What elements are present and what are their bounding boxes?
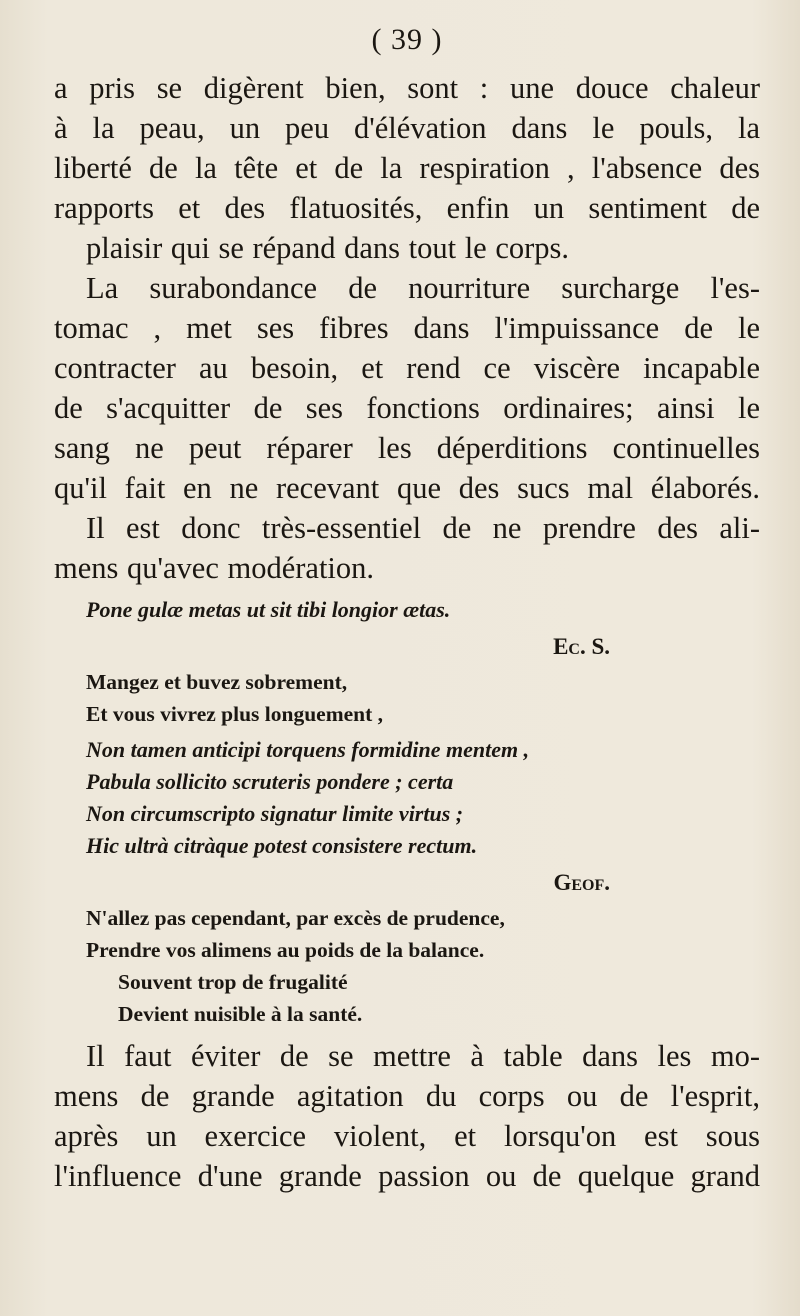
page-number: ( 39 )	[371, 23, 443, 56]
text-line: plaisir qui se répand dans tout le corps.	[86, 231, 570, 265]
verse-line: Prendre vos alimens au poids de la balance.	[86, 938, 485, 962]
text-line: de s'acquitter de ses fonctions ordinaires; ainsi le	[54, 391, 760, 425]
latin-verse-geof	[86, 734, 760, 862]
text-line: tomac , met ses fibres dans l'impuissance de le	[54, 311, 760, 345]
text-line: qu'il fait en ne recevant que des sucs mal élaborés.	[54, 471, 760, 505]
text-line: contracter au besoin, et rend ce viscère incapable	[54, 351, 760, 385]
text-line: sang ne peut réparer les déperditions continuelles	[54, 431, 760, 465]
verse-line: Non circumscripto signatur limite virtus ;	[86, 801, 464, 826]
text-line: mens qu'avec modération.	[54, 551, 375, 585]
paragraph-surabondance	[54, 268, 760, 508]
paragraph-moderation	[54, 508, 760, 588]
attribution-geof: Geof.	[553, 870, 610, 895]
text-line: mens de grande agitation du corps ou de l'esprit,	[54, 1079, 760, 1113]
verse-line: Mangez et buvez sobrement,	[86, 670, 348, 694]
verse-line: Devient nuisible à la santé.	[118, 1002, 363, 1026]
latin-quote: Pone gulæ metas ut sit tibi longior ætas.	[86, 597, 451, 622]
verse-line: Pabula sollicito scruteris pondere ; certa	[86, 769, 454, 794]
paragraph-digestion-signs	[54, 68, 760, 268]
text-line: l'influence d'une grande passion ou de quelque grand	[54, 1159, 760, 1193]
french-verse-sobriety	[54, 666, 760, 730]
verse-line: N'allez pas cependant, par excès de prudence,	[86, 906, 505, 930]
attribution-ec-s: Ec. S.	[553, 634, 610, 659]
verse-line: Hic ultrà citràque potest consistere rectum.	[86, 833, 478, 858]
text-line: a pris se digèrent bien, sont : une douce chaleur	[54, 71, 760, 105]
french-verse-prudence	[54, 902, 760, 1030]
text-line: rapports et des flatuosités, enfin un sentiment de	[54, 191, 760, 225]
text-line: La surabondance de nourriture surcharge l'es-	[86, 271, 760, 305]
text-line: Il faut éviter de se mettre à table dans les mo-	[86, 1039, 760, 1073]
page-content	[54, 22, 760, 1196]
text-line: liberté de la tête et de la respiration , l'absence des	[54, 151, 760, 185]
text-line: après un exercice violent, et lorsqu'on est sous	[54, 1119, 760, 1153]
text-line: à la peau, un peu d'élévation dans le pouls, la	[54, 111, 760, 145]
verse-line: Souvent trop de frugalité	[118, 970, 348, 994]
verse-line: Et vous vivrez plus longuement ,	[86, 702, 384, 726]
paragraph-avoid-table	[54, 1036, 760, 1196]
text-line: Il est donc très-essentiel de ne prendre des ali-	[86, 511, 760, 545]
verse-line: Non tamen anticipi torquens formidine mentem ,	[86, 737, 530, 762]
